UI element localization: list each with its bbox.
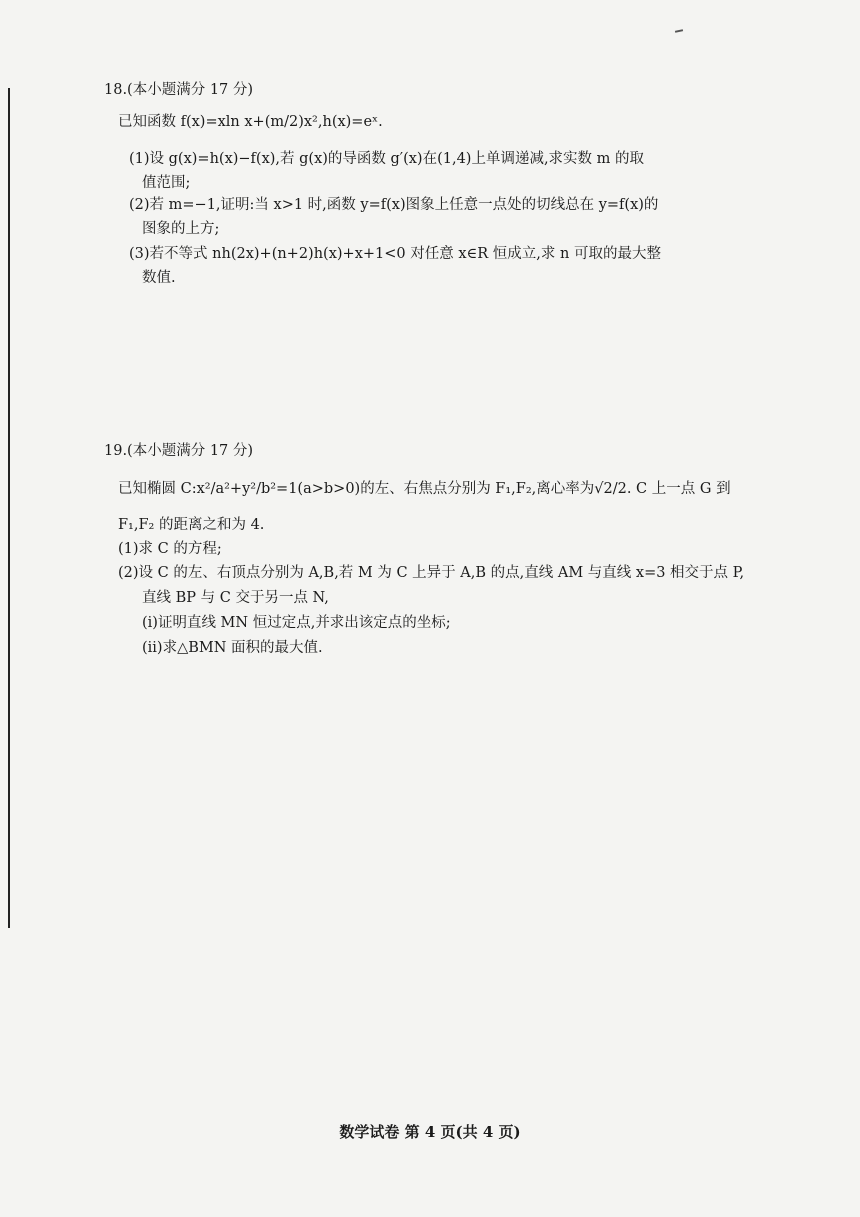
q19-header: 19.(本小题满分 17 分) <box>104 443 254 459</box>
q18-part2-line1: (2)若 m=−1,证明:当 x>1 时,函数 y=f(x)图象上任意一点处的切线总在 y=f(x)的 <box>129 197 659 213</box>
q18-stem: 已知函数 f(x)=xln x+(m/2)x²,h(x)=eˣ. <box>118 114 383 130</box>
q19-stem-line2: F₁,F₂ 的距离之和为 4. <box>118 517 265 533</box>
q18-part2-line2: 图象的上方; <box>142 221 220 237</box>
q19-part2-line1: (2)设 C 的左、右顶点分别为 A,B,若 M 为 C 上异于 A,B 的点,直线 AM 与直线 x=3 相交于点 P, <box>118 565 745 581</box>
q19-part2-ii: (ii)求△BMN 面积的最大值. <box>142 640 323 656</box>
q18-part1-line1: (1)设 g(x)=h(x)−f(x),若 g(x)的导函数 g′(x)在(1,4)上单调递减,求实数 m 的取 <box>129 151 645 167</box>
scan-mark <box>675 29 683 33</box>
q19-part2-i: (i)证明直线 MN 恒过定点,并求出该定点的坐标; <box>142 615 451 631</box>
q18-header: 18.(本小题满分 17 分) <box>104 82 254 98</box>
q19-part1: (1)求 C 的方程; <box>118 541 222 557</box>
q18-part3-line2: 数值. <box>142 270 176 286</box>
q18-part1-line2: 值范围; <box>142 175 191 191</box>
page-footer: 数学试卷 第 4 页(共 4 页) <box>339 1123 521 1141</box>
q19-part2-line2: 直线 BP 与 C 交于另一点 N, <box>142 590 329 606</box>
binding-margin-line <box>8 88 10 928</box>
q19-stem-line1: 已知椭圆 C:x²/a²+y²/b²=1(a>b>0)的左、右焦点分别为 F₁,F₂,离心率为√2/2. C 上一点 G 到 <box>118 481 731 497</box>
q18-part3-line1: (3)若不等式 nh(2x)+(n+2)h(x)+x+1<0 对任意 x∈R 恒成立,求 n 可取的最大整 <box>129 246 661 262</box>
